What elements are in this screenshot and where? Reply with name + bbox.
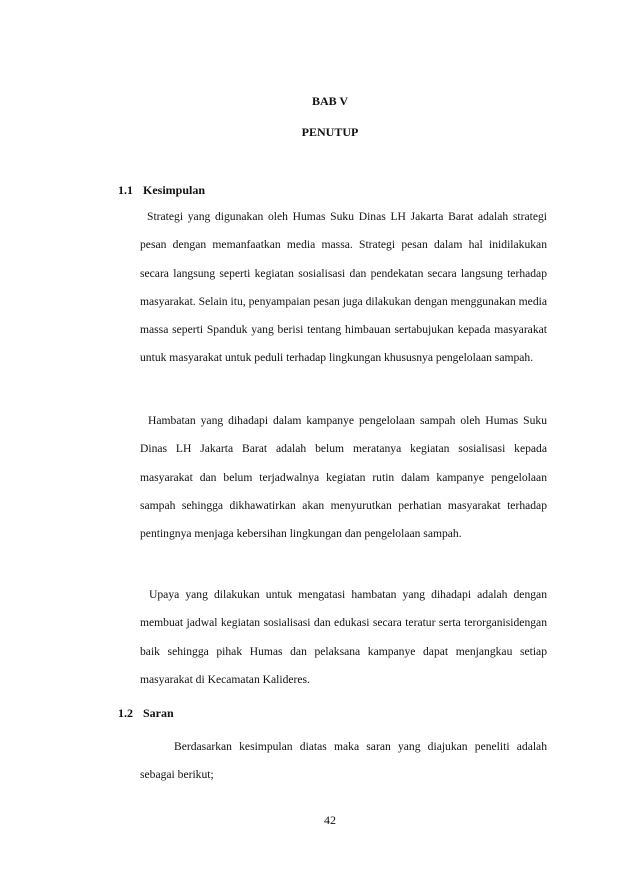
section-heading-suggestion bbox=[118, 706, 174, 721]
section-title: Kesimpulan bbox=[143, 183, 206, 197]
paragraph-suggestion-1: Berdasarkan kesimpulan diatas maka saran yang diajukan peneliti adalah sebagai berikut; bbox=[140, 740, 547, 782]
chapter-title: PENUTUP bbox=[301, 125, 359, 139]
section-number: 1.2 bbox=[118, 706, 133, 720]
chapter-number: BAB V bbox=[311, 94, 349, 108]
section-heading-conclusion bbox=[118, 183, 205, 198]
section-number: 1.1 bbox=[118, 183, 133, 197]
page-number: 42 bbox=[324, 813, 336, 827]
paragraph-conclusion-3: Upaya yang dilakukan untuk mengatasi hambatan yang dihadapi adalah dengan membuat jadwal kegiatan sosialisasi dan edukasi secara teratur serta terorganisidengan baik sehingga pihak Humas dan pelaksana kampanye dapat menjangkau setiap masyarakat di Kecamatan Kalideres. bbox=[140, 588, 547, 686]
paragraph-conclusion-1: Strategi yang digunakan oleh Humas Suku Dinas LH Jakarta Barat adalah strategi pesan dengan memanfaatkan media massa. Strategi pesan dalam hal inidilakukan secara langsung seperti kegiatan sosialisasi dan pendekatan secara langsung terhadap masyarakat. Selain itu, penyampaian pesan juga dilakukan dengan menggunakan media massa seperti Spanduk yang berisi tentang himbauan sertabujukan kepada masyarakat untuk masyarakat untuk peduli terhadap lingkungan khususnya pengelolaan sampah. bbox=[140, 210, 547, 365]
section-title: Saran bbox=[143, 706, 174, 720]
paragraph-conclusion-2: Hambatan yang dihadapi dalam kampanye pengelolaan sampah oleh Humas Suku Dinas LH Jakarta Barat adalah belum meratanya kegiatan sosialisasi kepada masyarakat dan belum terjadwalnya kegiatan rutin dalam kampanye pengelolaan sampah sehingga dikhawatirkan akan menyurutkan perhatian masyarakat terhadap pentingnya menjaga kebersihan lingkungan dan pengelolaan sampah. bbox=[140, 414, 547, 541]
